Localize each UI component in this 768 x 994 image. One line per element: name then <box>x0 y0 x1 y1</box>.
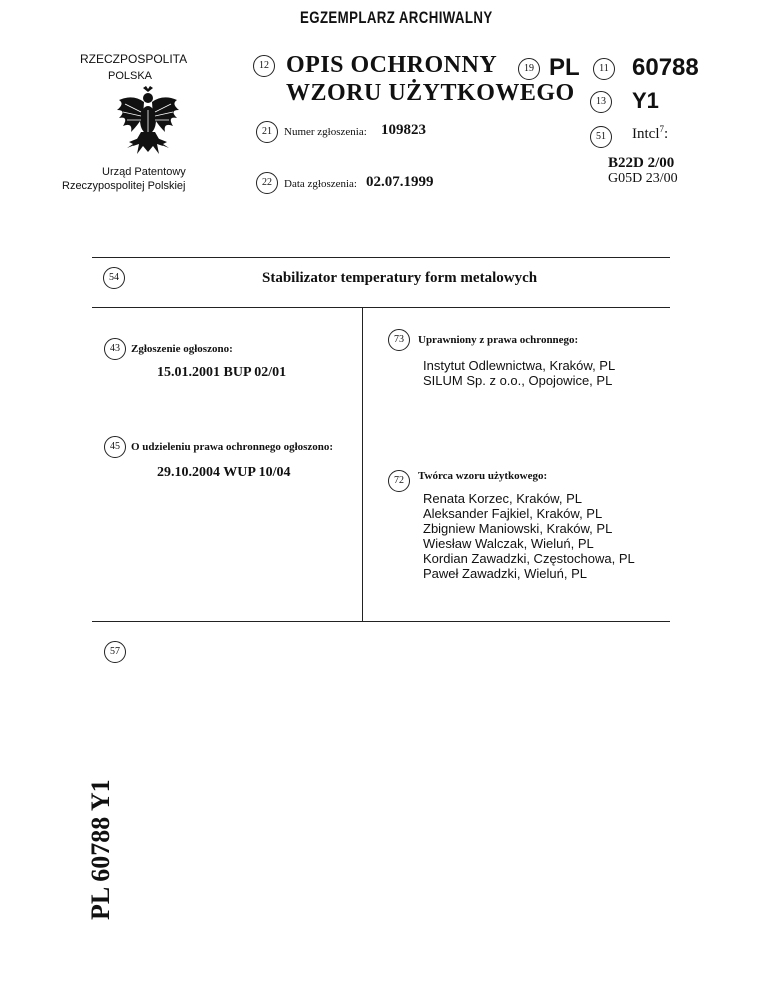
filing-date-label: Data zgłoszenia: <box>284 178 357 190</box>
code-54: 54 <box>103 267 125 289</box>
kind-code: Y1 <box>632 88 659 113</box>
classification-primary: B22D 2/00 <box>608 155 675 171</box>
code-43: 43 <box>104 338 126 360</box>
doc-title-line2: WZORU UŻYTKOWEGO <box>286 80 575 106</box>
inventor-5: Kordian Zawadzki, Częstochowa, PL <box>423 551 635 566</box>
code-22: 22 <box>256 172 278 194</box>
separator-bottom <box>92 621 670 622</box>
code-72: 72 <box>388 470 410 492</box>
int-cl-text: Intcl <box>632 126 660 142</box>
inventor-1: Renata Korzec, Kraków, PL <box>423 491 582 506</box>
holders-label: Uprawniony z prawa ochronnego: <box>418 334 579 346</box>
code-21: 21 <box>256 121 278 143</box>
code-51: 51 <box>590 126 612 148</box>
country-line2: POLSKA <box>108 70 153 82</box>
separator-mid <box>92 307 670 308</box>
code-13: 13 <box>590 91 612 113</box>
inventor-3: Zbigniew Maniowski, Kraków, PL <box>423 521 613 536</box>
int-cl-suffix: : <box>664 126 669 142</box>
application-number-value: 109823 <box>381 122 426 138</box>
column-divider <box>362 308 363 621</box>
announcement-value: 15.01.2001 BUP 02/01 <box>157 365 287 380</box>
eagle-emblem <box>113 86 183 158</box>
int-cl-label <box>632 124 668 143</box>
holder-1: Instytut Odlewnictwa, Kraków, PL <box>423 358 616 373</box>
inventor-2: Aleksander Fajkiel, Kraków, PL <box>423 506 603 521</box>
classification-secondary: G05D 23/00 <box>608 171 678 186</box>
invention-title: Stabilizator temperatury form metalowych <box>262 270 538 286</box>
code-19: 19 <box>518 58 540 80</box>
document-number: 60788 <box>632 54 699 81</box>
int-cl-sup: 7 <box>659 124 664 134</box>
code-45: 45 <box>104 436 126 458</box>
separator-top <box>92 257 670 258</box>
grant-announcement-label: O udzieleniu prawa ochronnego ogłoszono: <box>131 441 334 453</box>
side-label: PL 60788 Y1 <box>86 779 115 920</box>
holder-2: SILUM Sp. z o.o., Opojowice, PL <box>423 373 613 388</box>
code-57: 57 <box>104 641 126 663</box>
inventor-6: Paweł Zawadzki, Wieluń, PL <box>423 566 588 581</box>
filing-date-value: 02.07.1999 <box>366 174 434 190</box>
announcement-label: Zgłoszenie ogłoszono: <box>131 343 233 355</box>
inventor-4: Wiesław Walczak, Wieluń, PL <box>423 536 594 551</box>
application-number-label: Numer zgłoszenia: <box>284 126 367 138</box>
country-code: PL <box>549 54 580 81</box>
code-73: 73 <box>388 329 410 351</box>
inventors-label: Twórca wzoru użytkowego: <box>418 470 548 482</box>
office-line1: Urząd Patentowy <box>102 166 186 178</box>
archive-stamp: EGZEMPLARZ ARCHIWALNY <box>300 8 493 27</box>
code-12: 12 <box>253 55 275 77</box>
doc-title-line1: OPIS OCHRONNY <box>286 52 498 78</box>
country-line1: RZECZPOSPOLITA <box>80 52 188 66</box>
grant-announcement-value: 29.10.2004 WUP 10/04 <box>157 465 291 480</box>
code-11: 11 <box>593 58 615 80</box>
office-line2: Rzeczypospolitej Polskiej <box>62 180 186 192</box>
